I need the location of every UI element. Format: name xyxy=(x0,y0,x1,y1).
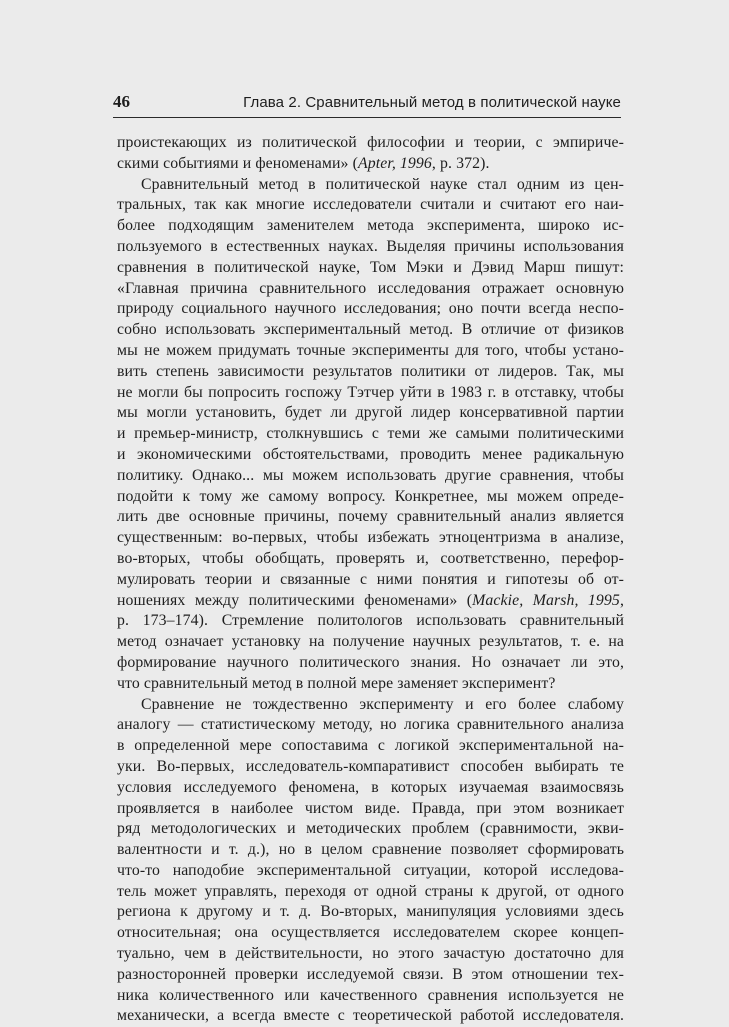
text-segment: ношениях между политическими феноменами» ( xyxy=(117,591,473,609)
text-line xyxy=(117,279,624,300)
text-line xyxy=(117,736,624,757)
text-segment: и премьер-министр, столкнувшись с теми же самыми политическими xyxy=(117,425,624,443)
text-segment: что сравнительный метод в полной мере заменяет эксперимент? xyxy=(117,674,556,692)
text-segment: пользуемого в естественных науках. Выделяя причины использования xyxy=(117,237,624,255)
text-segment: проистекающих из политической философии и теории, с эмпириче- xyxy=(117,134,624,151)
text-segment: мулировать теории и связанные с ними понятия и гипотезы об от- xyxy=(117,570,624,588)
text-segment: разносторонней проверки исследуемой связи. В этом отношении тех- xyxy=(117,965,624,983)
text-line xyxy=(117,216,624,237)
text-line xyxy=(117,445,624,466)
text-segment: вить степень зависимости результатов политики от лидеров. Так, мы xyxy=(117,362,624,380)
text-line xyxy=(117,507,624,528)
text-line xyxy=(117,882,624,903)
text-line xyxy=(117,819,624,840)
citation-author: Apter, 1996 xyxy=(357,154,432,172)
text-line xyxy=(117,632,624,653)
text-segment: региона к другому и т. д. Во-вторых, манипуляция условиями здесь xyxy=(117,903,624,921)
text-line xyxy=(117,154,624,175)
text-line xyxy=(117,799,624,820)
text-line xyxy=(117,133,624,154)
text-segment: метод означает установку на получение научных результатов, т. е. на xyxy=(117,633,624,651)
text-segment: более подходящим заменителем метода эксперимента, широко ис- xyxy=(117,217,624,235)
citation-author: Mackie, Marsh, 1995 xyxy=(472,591,620,609)
text-segment: существенным: во-первых, чтобы избежать этноцентризма в анализе, xyxy=(117,529,624,547)
text-segment: p. 173–174). Стремление политологов использовать сравнительный xyxy=(117,612,624,630)
text-segment: политику. Однако... мы можем использовать другие сравнения, чтобы xyxy=(117,466,624,484)
text-line xyxy=(117,861,624,882)
text-line xyxy=(117,362,624,383)
text-line xyxy=(117,299,624,320)
text-line xyxy=(117,528,624,549)
text-segment: уки. Во-первых, исследователь-компаративист способен выбирать те xyxy=(117,757,624,775)
text-line xyxy=(117,902,624,923)
text-line xyxy=(117,466,624,487)
text-segment: «Главная причина сравнительного исследования отражает основную xyxy=(117,279,624,297)
running-title: Глава 2. Сравнительный метод в политической науке xyxy=(243,94,621,111)
text-line xyxy=(117,840,624,861)
header-rule xyxy=(113,117,621,118)
text-segment: формирование научного политического знания. Но означает ли это, xyxy=(117,653,624,671)
text-segment: ряд методологических и методических проблем (сравнимости, экви- xyxy=(117,820,624,838)
text-segment: мы не можем придумать точные эксперименты для того, чтобы устано- xyxy=(117,341,624,359)
text-segment: Сравнительный метод в политической науке стал одним из цен- xyxy=(141,175,624,193)
text-segment: сравнения в политической науке, Том Мэки и Дэвид Марш пишут: xyxy=(117,258,624,276)
text-line xyxy=(117,653,624,674)
text-segment: аналогу — статистическому методу, но логика сравнительного анализа xyxy=(117,716,624,734)
text-segment: условия исследуемого феномена, в которых изучаемая взаимосвязь xyxy=(117,778,624,796)
text-segment: валентности и т. д.), но в целом сравнение позволяет сформировать xyxy=(117,841,624,859)
page-number: 46 xyxy=(113,92,130,111)
text-segment: мы могли установить, будет ли другой лидер консервативной партии xyxy=(117,404,624,422)
text-line xyxy=(117,695,624,716)
text-line xyxy=(117,923,624,944)
text-segment: подойти к тому же самому вопросу. Конкретнее, мы можем опреде- xyxy=(117,487,624,505)
text-line xyxy=(117,549,624,570)
text-line xyxy=(117,487,624,508)
text-segment: что-то наподобие экспериментальной ситуации, которой исследова- xyxy=(117,861,624,879)
text-segment: относительная; она осуществляется исследователем скорее концеп- xyxy=(117,924,624,942)
text-segment: проявляется в наиболее чистом виде. Правда, при этом возникает xyxy=(117,799,624,817)
text-segment: в определенной мере сопоставима с логикой экспериментальной на- xyxy=(117,737,624,755)
text-line xyxy=(117,403,624,424)
text-segment: , xyxy=(619,591,624,609)
text-segment: ника количественного или качественного сравнения используется не xyxy=(117,986,624,1004)
text-line xyxy=(117,674,624,695)
text-segment: , p. 372). xyxy=(431,154,490,172)
text-segment: лить две основные причины, почему сравнительный анализ является xyxy=(117,508,624,526)
text-line xyxy=(117,341,624,362)
text-line xyxy=(117,383,624,404)
text-line xyxy=(117,195,624,216)
text-segment: тель может управлять, переходя от одной страны к другой, от одного xyxy=(117,882,624,900)
text-segment: не могли бы попросить госпожу Тэтчер уйти в 1983 г. в отставку, чтобы xyxy=(117,383,624,401)
text-segment: механически, а всегда вместе с теоретической работой исследователя. xyxy=(117,1007,624,1025)
text-line xyxy=(117,778,624,799)
text-line xyxy=(117,591,624,612)
text-line xyxy=(117,986,624,1007)
text-line xyxy=(117,175,624,196)
text-segment: тральных, так как многие исследователи считали и считают его наи- xyxy=(117,196,624,214)
text-line xyxy=(117,237,624,258)
body-text xyxy=(117,133,624,1027)
text-segment: во-вторых, чтобы обобщать, проверять и, соответственно, перефор- xyxy=(117,549,624,567)
text-segment: природу социального научного исследования; оно почти всегда неспо- xyxy=(117,300,624,318)
text-segment: скими событиями и феноменами» ( xyxy=(117,154,358,172)
text-segment: собно использовать экспериментальный метод. В отличие от физиков xyxy=(117,321,624,339)
text-line xyxy=(117,715,624,736)
text-segment: и экономическими обстоятельствами, проводить менее радикальную xyxy=(117,445,624,463)
text-line xyxy=(117,258,624,279)
text-line xyxy=(117,965,624,986)
page-header xyxy=(113,92,621,116)
text-line xyxy=(117,944,624,965)
text-segment: Сравнение не тождественно эксперименту и его более слабому xyxy=(141,695,624,713)
text-line xyxy=(117,611,624,632)
text-line xyxy=(117,757,624,778)
text-line xyxy=(117,424,624,445)
text-line xyxy=(117,570,624,591)
text-line xyxy=(117,320,624,341)
text-segment: туально, чем в действительности, но этого зачастую достаточно для xyxy=(117,945,624,963)
